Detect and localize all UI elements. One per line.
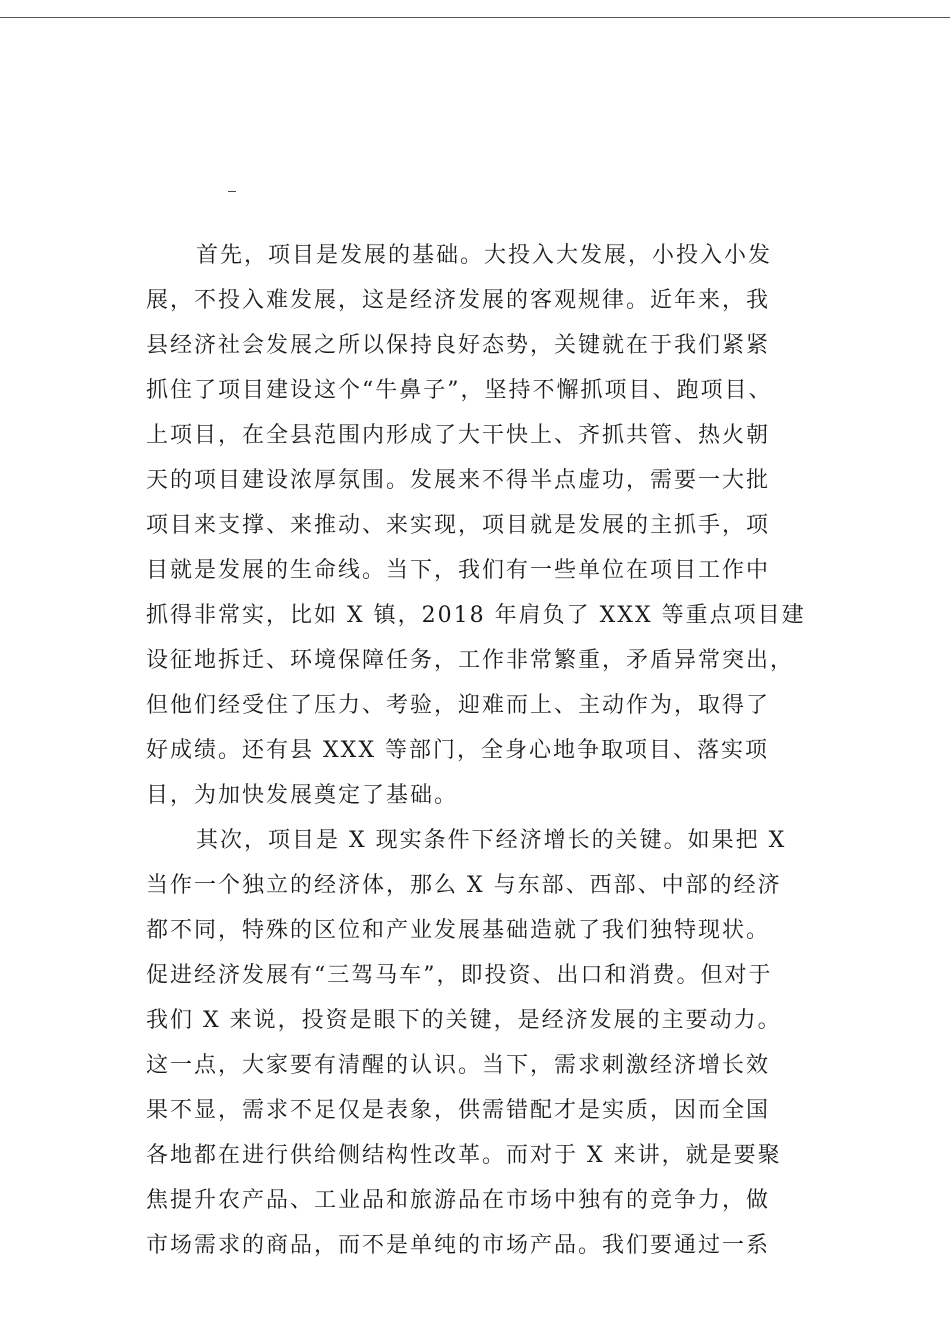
- text-line: 抓住了项目建设这个“牛鼻子”，坚持不懈抓项目、跑项目、: [146, 378, 773, 403]
- text-line: 项目来支撑、来推动、来实现，项目就是发展的主抓手，项: [146, 513, 771, 538]
- text-line: 目就是发展的生命线。当下，我们有一些单位在项目工作中: [146, 558, 771, 583]
- text-line: 市场需求的商品，而不是单纯的市场产品。我们要通过一系: [146, 1233, 771, 1258]
- text-line: 县经济社会发展之所以保持良好态势，关键就在于我们紧紧: [146, 333, 771, 358]
- text-line: 果不显，需求不足仅是表象，供需错配才是实质，因而全国: [146, 1098, 771, 1123]
- document-body: [146, 233, 816, 1268]
- text-line: 首先，项目是发展的基础。大投入大发展，小投入小发: [196, 243, 773, 268]
- header-mark: [228, 191, 236, 192]
- text-line: 上项目，在全县范围内形成了大干快上、齐抓共管、热火朝: [146, 423, 771, 448]
- text-line: 但他们经受住了压力、考验，迎难而上、主动作为，取得了: [146, 693, 771, 718]
- text-line: 我们 X 来说，投资是眼下的关键，是经济发展的主要动力。: [146, 1008, 782, 1033]
- text-line: 设征地拆迁、环境保障任务，工作非常繁重，矛盾异常突出，: [146, 648, 795, 673]
- text-line: 抓得非常实，比如 X 镇，2018 年肩负了 XXX 等重点项目建: [146, 603, 806, 628]
- text-line: 好成绩。还有县 XXX 等部门，全身心地争取项目、落实项: [146, 738, 769, 763]
- text-line: 焦提升农产品、工业品和旅游品在市场中独有的竞争力，做: [146, 1188, 771, 1213]
- text-line: 展，不投入难发展，这是经济发展的客观规律。近年来，我: [146, 288, 771, 313]
- text-line: 天的项目建设浓厚氛围。发展来不得半点虚功，需要一大批: [146, 468, 771, 493]
- text-line: 都不同，特殊的区位和产业发展基础造就了我们独特现状。: [146, 918, 771, 943]
- text-line: 促进经济发展有“三驾马车”，即投资、出口和消费。但对于: [146, 963, 773, 988]
- text-line: 各地都在进行供给侧结构性改革。而对于 X 来讲，就是要聚: [146, 1143, 782, 1168]
- top-rule: [0, 17, 950, 18]
- text-line: 这一点，大家要有清醒的认识。当下，需求刺激经济增长效: [146, 1053, 771, 1078]
- text-line: 当作一个独立的经济体，那么 X 与东部、西部、中部的经济: [146, 873, 782, 898]
- text-line: 目，为加快发展奠定了基础。: [146, 783, 459, 808]
- text-line: 其次，项目是 X 现实条件下经济增长的关键。如果把 X: [196, 828, 787, 853]
